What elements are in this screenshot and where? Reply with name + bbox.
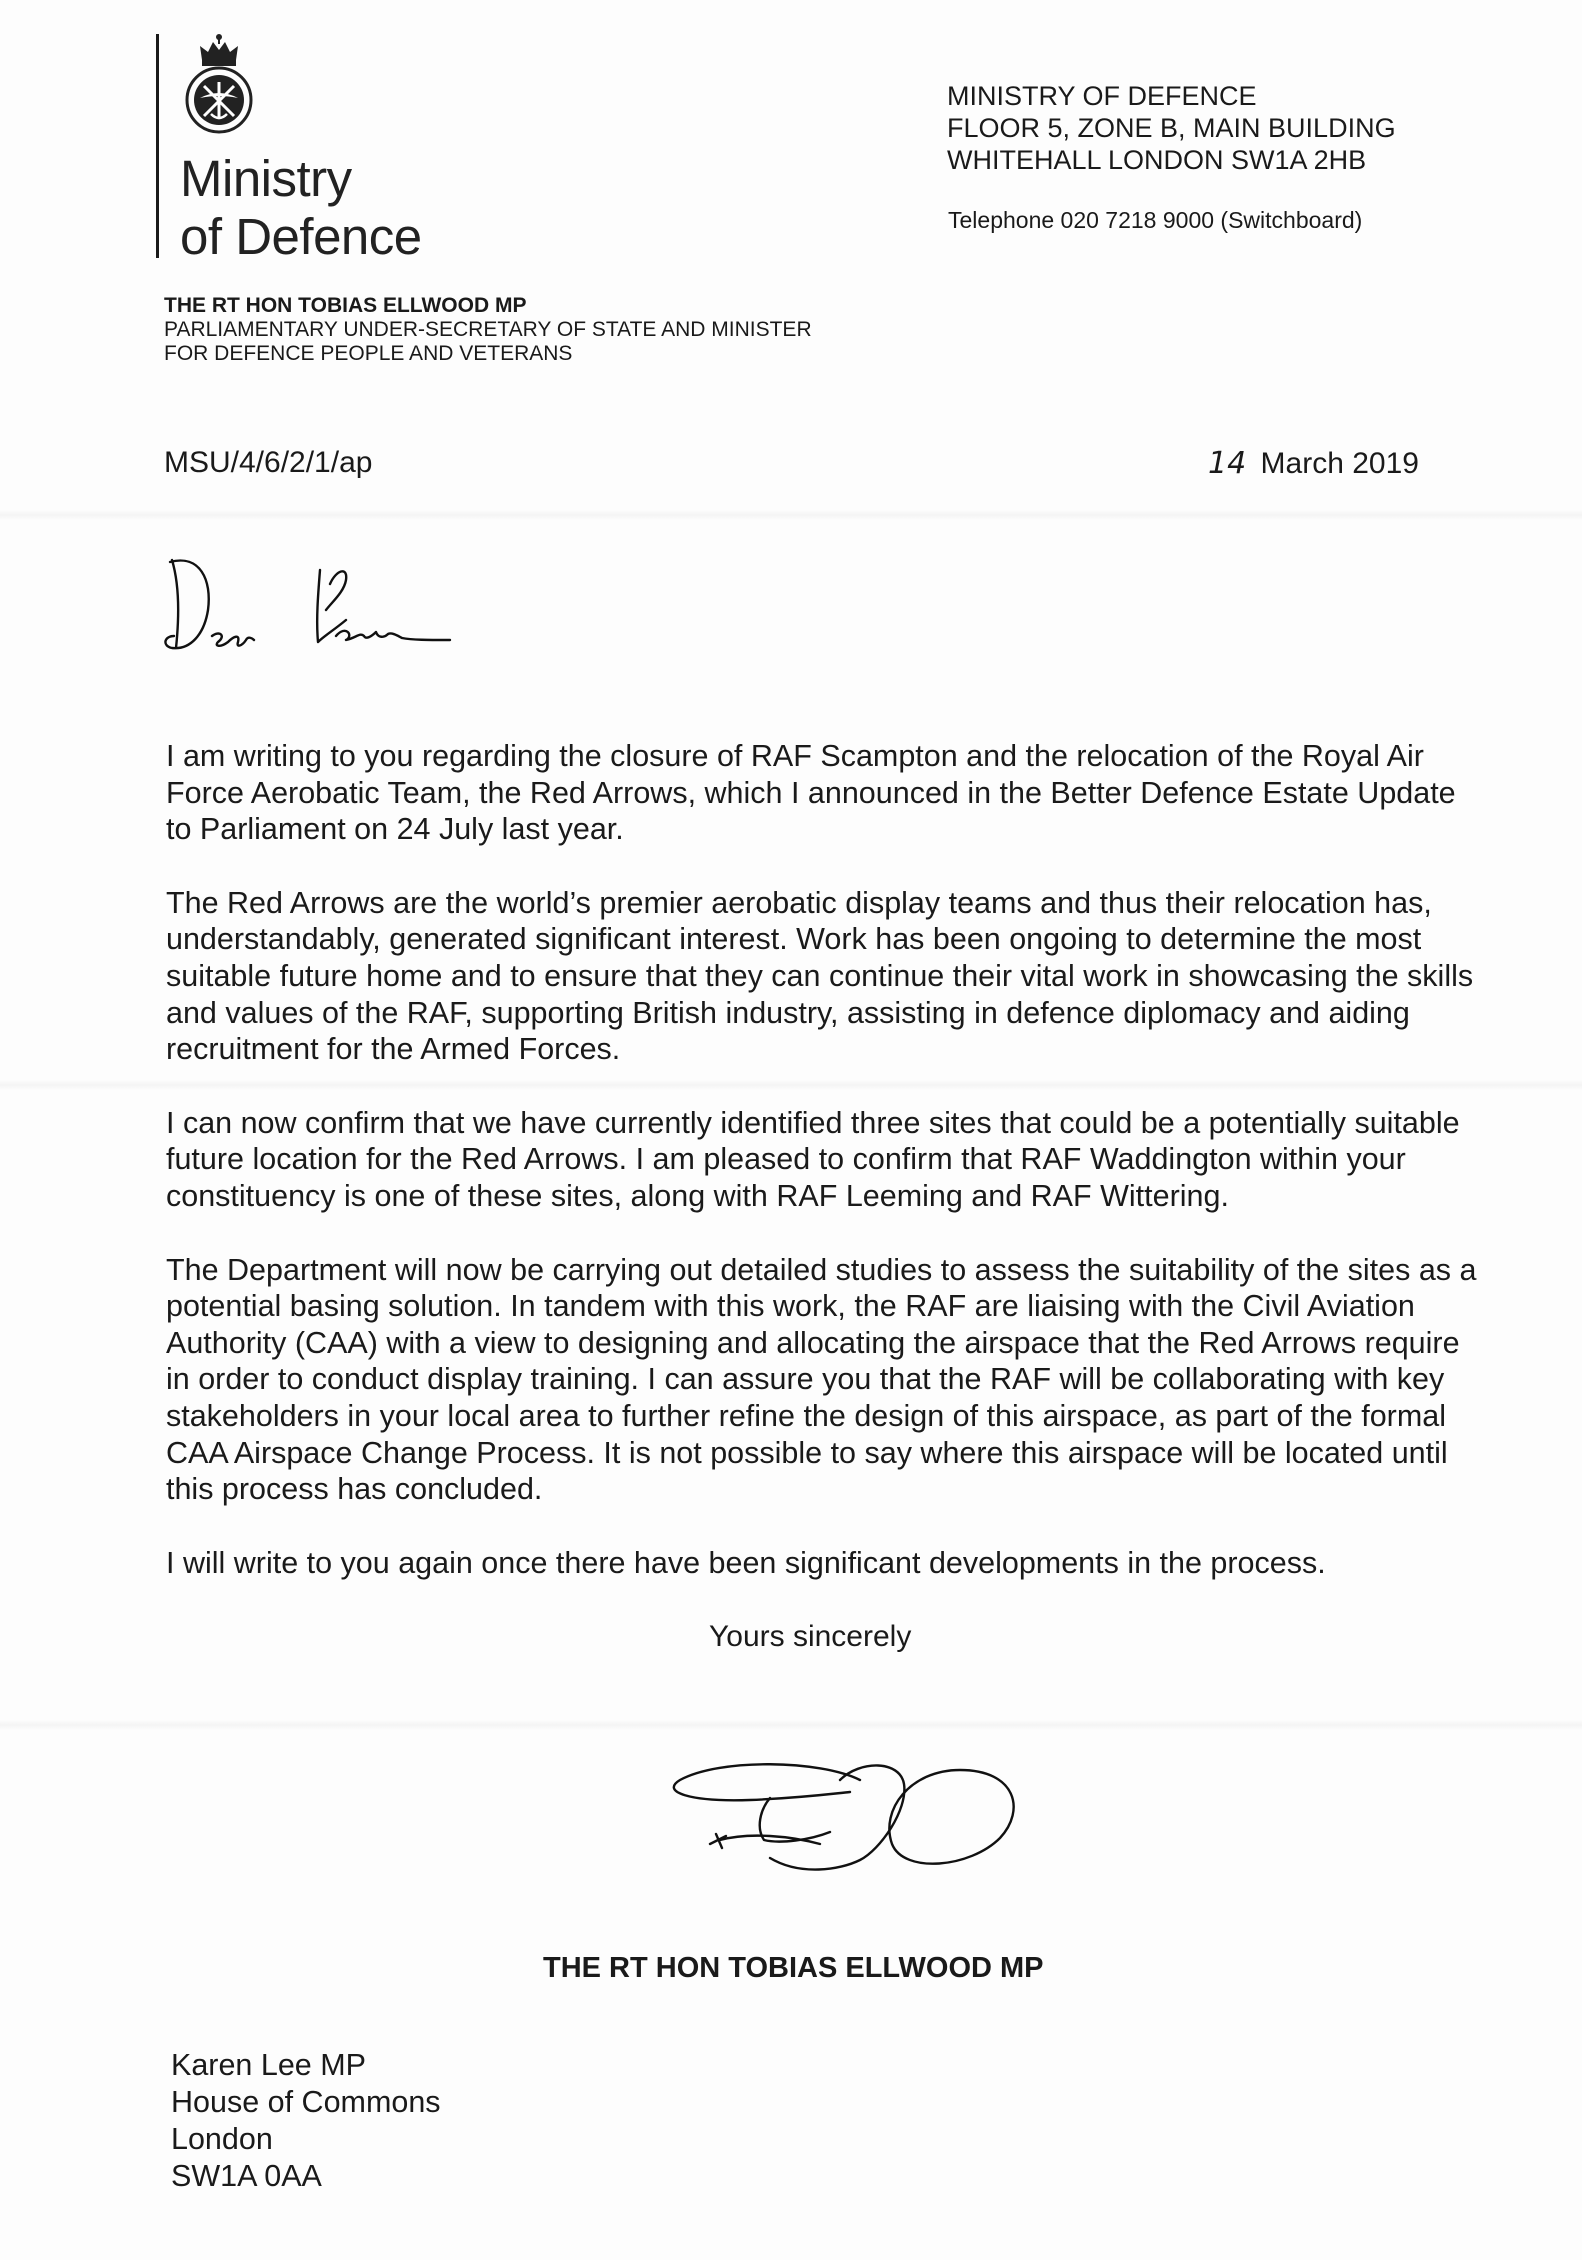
- body-paragraph: I can now confirm that we have currently identified three sites that could be a potentially suitable future location for the Red Arrows. I am pleased to confirm that RAF Waddington within your constituency is one of these sites, along with RAF Leeming and RAF Wittering.: [166, 1105, 1460, 1213]
- date-day-handwritten: 14: [1208, 446, 1247, 481]
- body-paragraph: The Department will now be carrying out detailed studies to assess the suitability of the sites as a potential basing solution. In tandem with this work, the RAF are liaising with the Civil Aviation Authority (CAA) with a view to designing and allocating the airspace that the Red Arrows require in order to conduct display training. I can assure you that the RAF will be collaborating with key stakeholders in your local area to further refine the design of this airspace, as part of the formal CAA Airspace Change Process. It is not possible to say where this airspace will be located until this process has concluded.: [166, 1252, 1477, 1507]
- sender-address-line: FLOOR 5, ZONE B, MAIN BUILDING: [947, 113, 1396, 143]
- recipient-address-line: Karen Lee MP: [171, 2048, 366, 2082]
- signatory-name: THE RT HON TOBIAS ELLWOOD MP: [543, 1952, 1044, 1984]
- minister-name: THE RT HON TOBIAS ELLWOOD MP: [164, 294, 527, 317]
- paper-fold-line: [0, 510, 1582, 520]
- logo-divider-bar: [156, 34, 159, 258]
- handwritten-signature: [660, 1740, 1060, 1890]
- sender-telephone: Telephone 020 7218 9000 (Switchboard): [948, 207, 1363, 233]
- recipient-address-line: London: [171, 2122, 273, 2156]
- sender-address-line: MINISTRY OF DEFENCE: [947, 81, 1257, 111]
- body-paragraph: I am writing to you regarding the closure of RAF Scampton and the relocation of the Royal Air Force Aerobatic Team, the Red Arrows, which I announced in the Better Defence Estate Update to Parliament on 24 July last year.: [166, 739, 1456, 847]
- logo-line-2: of Defence: [180, 208, 422, 265]
- recipient-address: [171, 2047, 441, 2195]
- logo-line-1: Ministry: [180, 150, 352, 207]
- letter-reference: MSU/4/6/2/1/ap: [164, 446, 373, 479]
- body-paragraph: The Red Arrows are the world’s premier aerobatic display teams and thus their relocation has, understandably, generated significant interest. Work has been ongoing to determine the most suitable future home and to ensure that they can continue their vital work in showcasing the skills and values of the RAF, supporting British industry, assisting in defence diplomacy and aiding recruitment for the Armed Forces.: [166, 885, 1474, 1067]
- minister-block: [164, 294, 812, 366]
- letter-date: [1208, 446, 1419, 481]
- ministry-of-defence-logo-text: [180, 150, 422, 266]
- mod-crest-icon: [178, 30, 260, 140]
- sender-address: [947, 80, 1396, 176]
- body-paragraph: I will write to you again once there have been significant developments in the process.: [166, 1545, 1326, 1580]
- letter-body: [166, 738, 1486, 1618]
- recipient-address-line: House of Commons: [171, 2085, 441, 2119]
- paper-fold-line: [0, 1720, 1582, 1730]
- closing-line: Yours sincerely: [709, 1620, 912, 1653]
- handwritten-salutation: [150, 540, 460, 670]
- sender-address-line: WHITEHALL LONDON SW1A 2HB: [947, 145, 1367, 175]
- date-month-year: March 2019: [1260, 447, 1419, 480]
- minister-title-line: FOR DEFENCE PEOPLE AND VETERANS: [164, 342, 573, 365]
- minister-title-line: PARLIAMENTARY UNDER-SECRETARY OF STATE AND MINISTER: [164, 318, 812, 341]
- recipient-address-line: SW1A 0AA: [171, 2159, 322, 2193]
